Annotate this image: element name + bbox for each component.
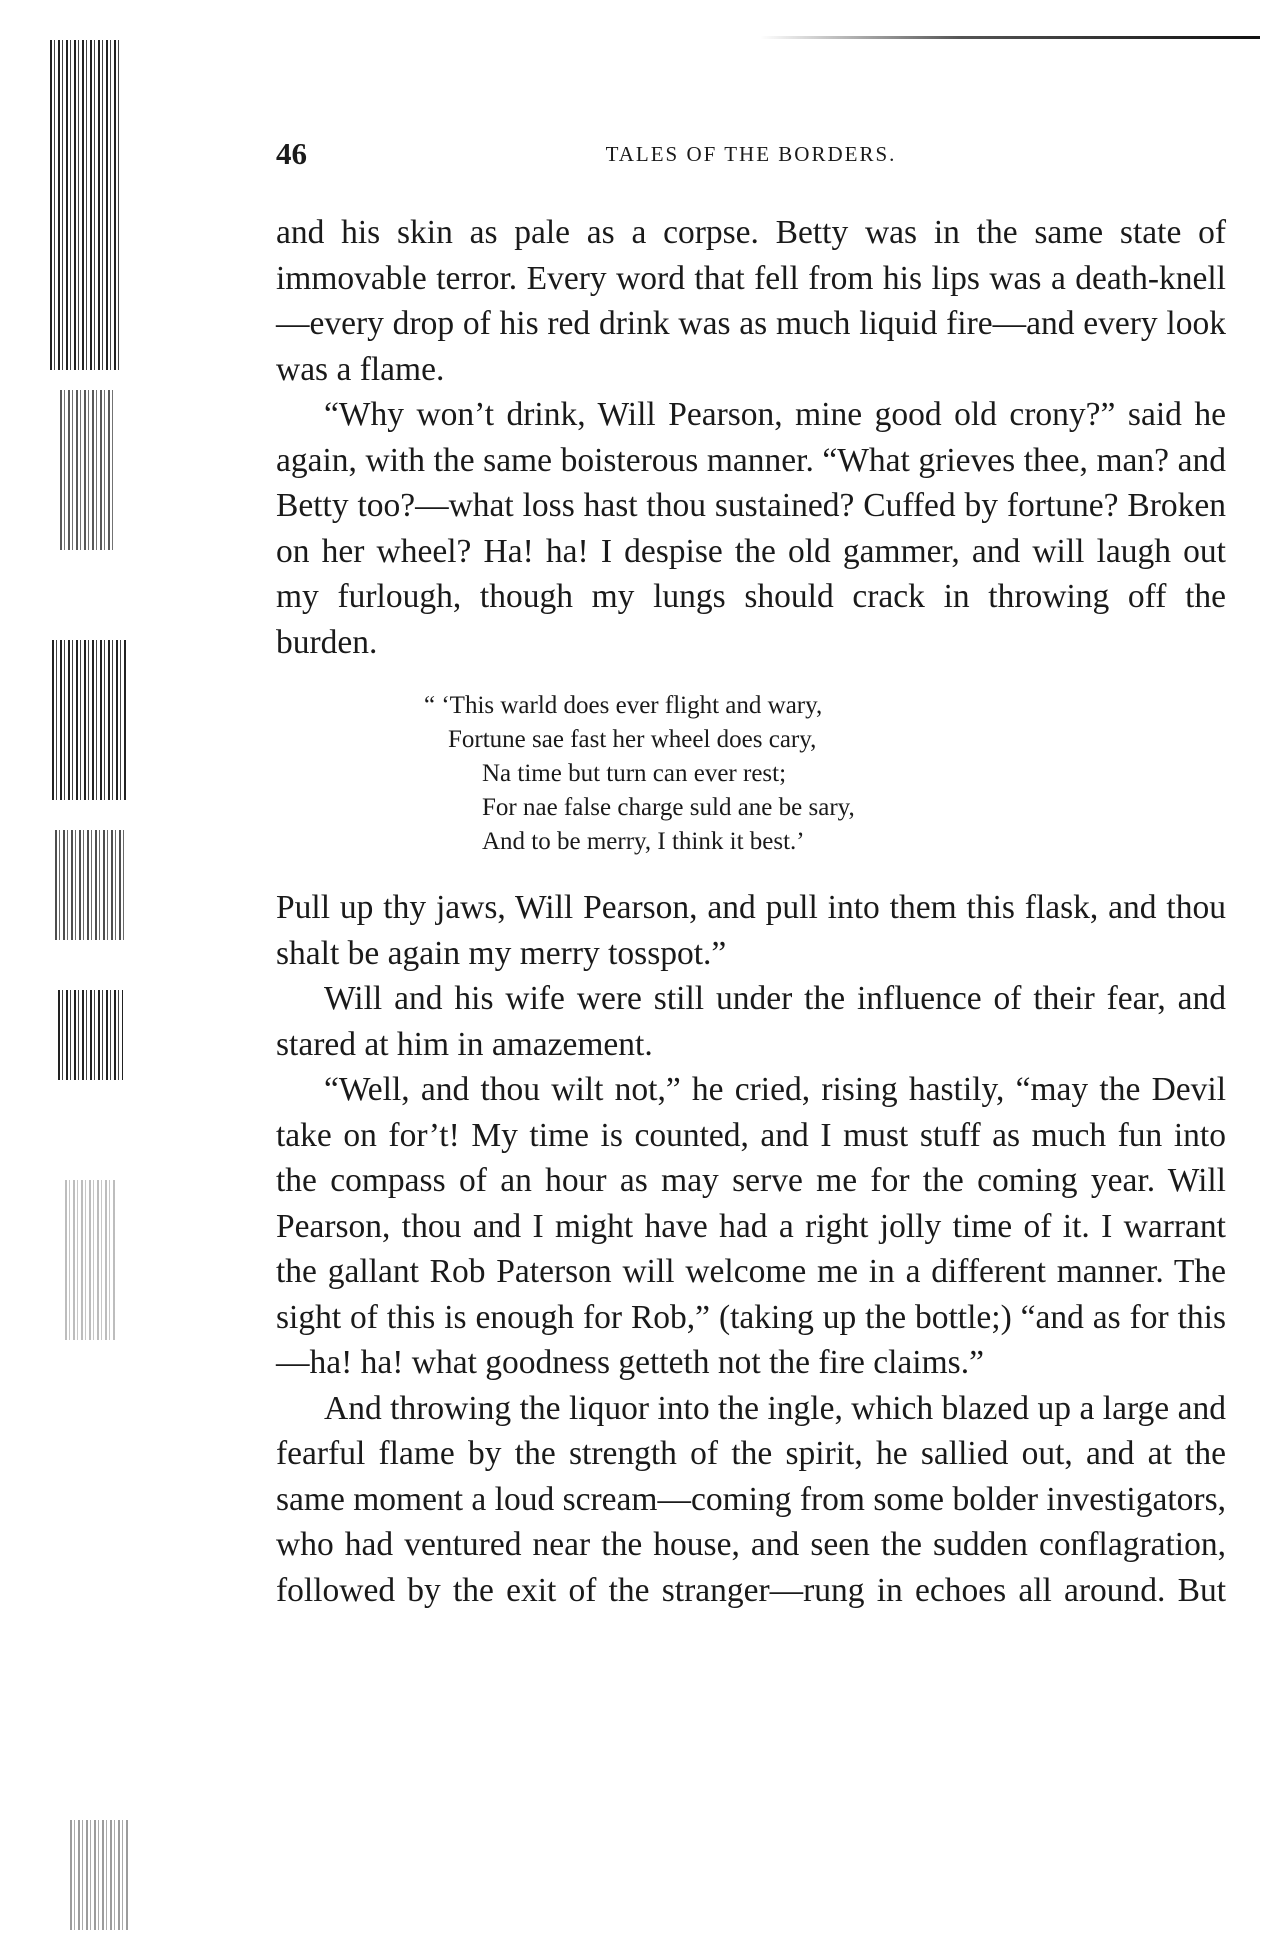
paragraph-5: “Well, and thou wilt not,” he cried, rising hastily, “may the Devil take on for’t! My time is counted, and I must stuff as much fun into the compass of an hour as may serve me for the coming year. Will Pearson, thou and I might have had a right jolly time of it. I warrant the gallant Rob Paterson will welcome me in a different manner. The sight of this is enough for Rob,” (taking up the bottle;) “and as for this—ha! ha! what goodness getteth not the fire claims.” [276,1071,1226,1381]
paragraph-4: Will and his wife were still under the influence of their fear, and stared at him in amazement. [276,980,1226,1063]
binding-scan-artifacts [30,40,150,1940]
poem-block [424,689,1226,859]
paragraph-3: Pull up thy jaws, Will Pearson, and pull into them this flask, and thou shalt be again my merry tosspot.” [276,889,1226,972]
top-edge-rule [760,36,1260,39]
body-text [276,210,1226,1613]
page-header [276,136,1226,176]
poem-line-2: Fortune sae fast her wheel does cary, [448,726,817,753]
page-number: 46 [276,136,307,171]
poem-line-5: And to be merry, I think it best.’ [482,828,805,855]
poem-line-4: For nae false charge suld ane be sary, [482,794,855,821]
poem-line-1: “ ‘This warld does ever flight and wary, [424,692,823,719]
running-title: TALES OF THE BORDERS. [605,142,897,166]
paragraph-6: And throwing the liquor into the ingle, which blazed up a large and fearful flame by the strength of the spirit, he sallied out, and at the same moment a loud scream—coming from some bolder investigators, who had ventured near the house, and seen the sudden conflagration, followed by the exit of the stranger—rung in echoes all around. But [276,1389,1226,1609]
paragraph-1: and his skin as pale as a corpse. Betty was in the same state of immovable terror. Every word that fell from his lips was a death-knell—every drop of his red drink was as much liquid fire—and every look was a flame. [276,214,1226,388]
paragraph-2: “Why won’t drink, Will Pearson, mine good old crony?” said he again, with the same boisterous manner. “What grieves thee, man? and Betty too?—what loss hast thou sustained? Cuffed by fortune? Broken on her wheel? Ha! ha! I despise the old gammer, and will laugh out my furlough, though my lungs should crack in throwing off the burden. [276,396,1226,661]
poem-line-3: Na time but turn can ever rest; [482,760,787,787]
